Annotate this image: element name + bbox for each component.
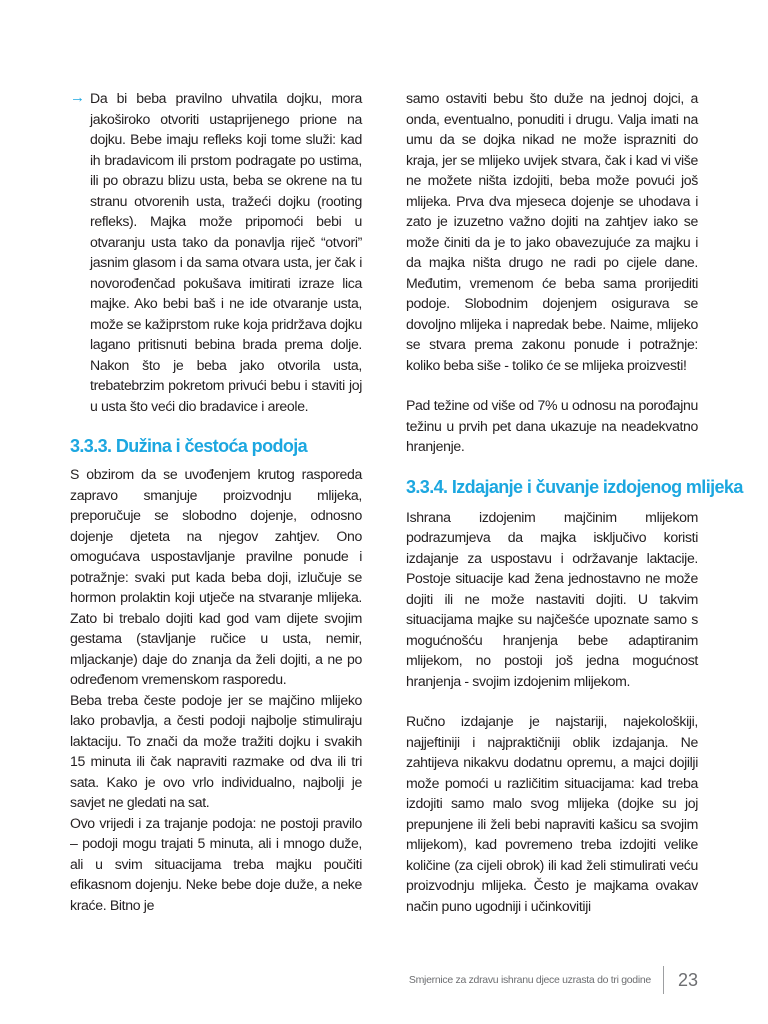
left-column bbox=[70, 88, 362, 915]
paragraph: Ovo vrijedi i za trajanje podoja: ne postoji pravilo – podoji mogu trajati 5 minuta, ali i mnogo duže, ali u svim situacijama treba majku poučiti efikasnom dojenju. Neke bebe doje duže, a neke kraće. Bitno je bbox=[70, 814, 362, 913]
paragraph: S obzirom da se uvođenjem krutog rasporeda zapravo smanjuje proizvodnju mlijeka, preporučuje se slobodno dojenje, odnosno dojenje djeteta na njegov zahtjev. Ono omogućava uspostavljanje pravilne ponude i potražnje: svaki put kada beba doji, izlučuje se hormon prolaktin koji utječe na stvaranje mlijeka. Zato bi trebalo dojiti kad god vam dijete svojim gestama (stavljanje ručice u usta, nemir, mljackanje) daje do znanja da želi dojiti, a ne po određenom vremenskom rasporedu. bbox=[70, 466, 362, 687]
paragraph: Beba treba česte podoje jer se majčino mlijeko lako probavlja, a česti podoji najbolje stimuliraju laktaciju. To znači da može tražiti dojku i svakih 15 minuta ili čak napraviti razmake od dva ili tri sata. Kako je ovo vrlo individualno, najbolji je savjet ne gledati na sat. bbox=[70, 691, 362, 810]
page-footer bbox=[409, 965, 698, 995]
paragraph: Ručno izdajanje je najstariji, najekološkiji, najjeftiniji i najpraktičniji oblik izdajanja. Ne zahtijeva nikakvu dodatnu opremu, a majci dojilji može pomoći u različitim situacijama: kad treba izdojiti samo malo svog mlijeka (dojke su joj prepunjene ili želi bebi napraviti kašicu sa svojim mlijekom), kad povremeno treba izdojiti velike količine (za cijeli obrok) ili kad želi stimulirati veću proizvodnju mlijeka. Često je majkama ovakav način puno ugodniji i učinkovitiji bbox=[406, 713, 698, 914]
paragraph: Ishrana izdojenim majčinim mlijekom podrazumjeva da majka isključivo koristi izdajanje za uspostavu i održavanje laktacije. Postoje situacije kad žena jednostavno ne može dojiti ili ne može nastaviti dojiti. U takvim situacijama majke su najčešće upoznate samo s mogućnošću hranjenja bebe adaptiranim mlijekom, no postoji još jedna mogućnost hranjenja - svojim izdojenim mlijekom. bbox=[406, 508, 698, 689]
bullet-item bbox=[70, 88, 362, 416]
paragraph: Pad težine od više od 7% u odnosu na porođajnu težinu u prvih pet dana ukazuje na neadekvatno hranjenje. bbox=[406, 397, 698, 454]
page-number: 23 bbox=[677, 969, 698, 990]
bullet-paragraph: Da bi beba pravilno uhvatila dojku, mora jakoširoko otvoriti ustaprijenego prione na dojku. Bebe imaju refleks koji tome služi: kad ih bradavicom ili prstom podragate po ustima, ili po obrazu blizu usta, beba se okrene na tu stranu otvorenih usta, tražeći dojku (rooting refleks). Majka može pripomoći bebi u otvaranju usta tako da ponavlja riječ “otvori” jasnim glasom i da sama otvara usta, jer čak i novorođenčad pokušava imitirati izraze lica majke. Ako bebi baš i ne ide otvaranje usta, može se kažiprstom ruke koja pridržava dojku lagano pritisnuti bebina brada prema dolje. Nakon što je beba jako otvorila usta, trebatebrzim pokretom privući bebu i staviti joj u usta što veći dio bradavice i areole. bbox=[90, 90, 362, 414]
right-column bbox=[406, 88, 743, 916]
arrow-right-icon: → bbox=[70, 89, 85, 106]
paragraph: samo ostaviti bebu što duže na jednoj dojci, a onda, eventualno, ponuditi i drugu. Valja imati na umu da se dojka nikad ne može isprazniti do kraja, jer se mlijeko uvijek stvara, čak i kad vi više ne možete ništa izdojiti, beba može povući još mlijeka. Prva dva mjeseca dojenje se uhodava i zato je izuzetno važno dojiti na zahtjev iako se može činiti da je to jako obavezujuće za majku i da majka ništa drugo ne radi po cijele dane. Međutim, vremenom će beba sama prorijediti podoje. Slobodnim dojenjem osigurava se dovoljno mlijeka i napredak bebe. Naime, mlijeko se stvara prema zakonu ponude i potražnje: koliko beba siše - toliko će se mlijeka proizvesti! bbox=[406, 90, 698, 373]
section-heading-3-3-3: 3.3.3. Dužina i čestoća podoja bbox=[70, 436, 308, 456]
section-heading-3-3-4: 3.3.4. Izdajanje i čuvanje izdojenog mlijeka bbox=[406, 476, 743, 497]
footer-title: Smjernice za zdravu ishranu djece uzrasta do tri godine bbox=[408, 974, 651, 986]
footer-divider bbox=[663, 966, 664, 994]
